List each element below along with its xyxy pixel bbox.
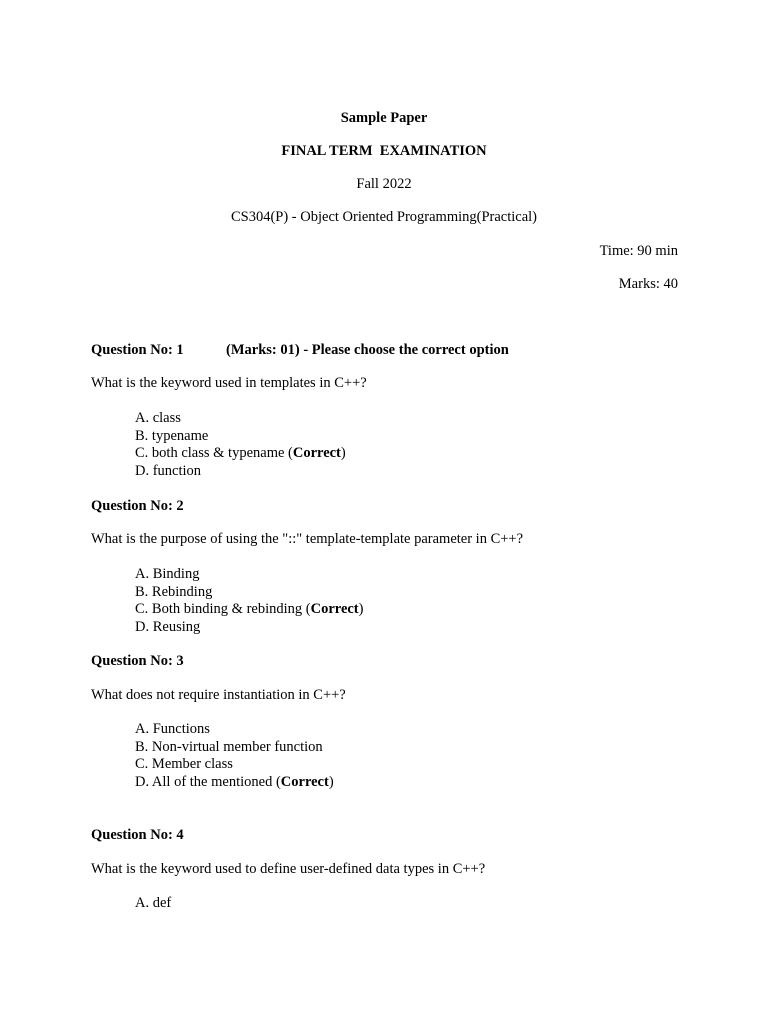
question-4-text: What is the keyword used to define user-defined data types in C++? (91, 861, 486, 877)
option: B. Rebinding (135, 583, 213, 600)
question-1-options (135, 410, 346, 481)
question-3-options (135, 721, 334, 792)
question-2-label: Question No: 2 (91, 498, 184, 514)
correct-marker: Correct (280, 774, 329, 791)
sample-paper-heading: Sample Paper (340, 110, 428, 126)
option: A. def (135, 895, 172, 911)
option: A. class (135, 410, 181, 426)
question-1-text: What is the keyword used in templates in C++? (91, 375, 367, 391)
question-label: Question No: 1 (91, 342, 184, 358)
correct-marker: Correct (310, 601, 359, 618)
option: C. Member class (135, 756, 233, 773)
question-3-text: What does not require instantiation in C++? (91, 687, 346, 703)
question-4-options (135, 895, 171, 913)
exam-term: Fall 2022 (356, 176, 412, 192)
option: D. Reusing (135, 619, 201, 636)
exam-time: Time: 90 min (599, 243, 678, 259)
course-title: CS304(P) - Object Oriented Programming(Practical) (230, 209, 538, 225)
exam-marks: Marks: 40 (618, 276, 678, 292)
option: A. Binding (135, 566, 200, 582)
correct-marker: Correct (292, 445, 341, 462)
option-correct: C. both class & typename (Correct) (135, 445, 346, 462)
question-3-label: Question No: 3 (91, 653, 184, 669)
option-correct: C. Both binding & rebinding (Correct) (135, 601, 364, 618)
question-1-marks-note: (Marks: 01) - Please choose the correct option (226, 342, 509, 358)
option: D. function (135, 463, 202, 480)
question-4-label: Question No: 4 (91, 827, 184, 843)
question-1-label (91, 342, 509, 359)
exam-title: FINAL TERM EXAMINATION (281, 143, 487, 159)
option: A. Functions (135, 721, 210, 737)
question-2-options (135, 566, 363, 637)
option-correct: D. All of the mentioned (Correct) (135, 774, 334, 791)
question-2-text: What is the purpose of using the "::" template-template parameter in C++? (91, 531, 524, 547)
option: B. Non-virtual member function (135, 738, 323, 755)
option: B. typename (135, 427, 209, 444)
